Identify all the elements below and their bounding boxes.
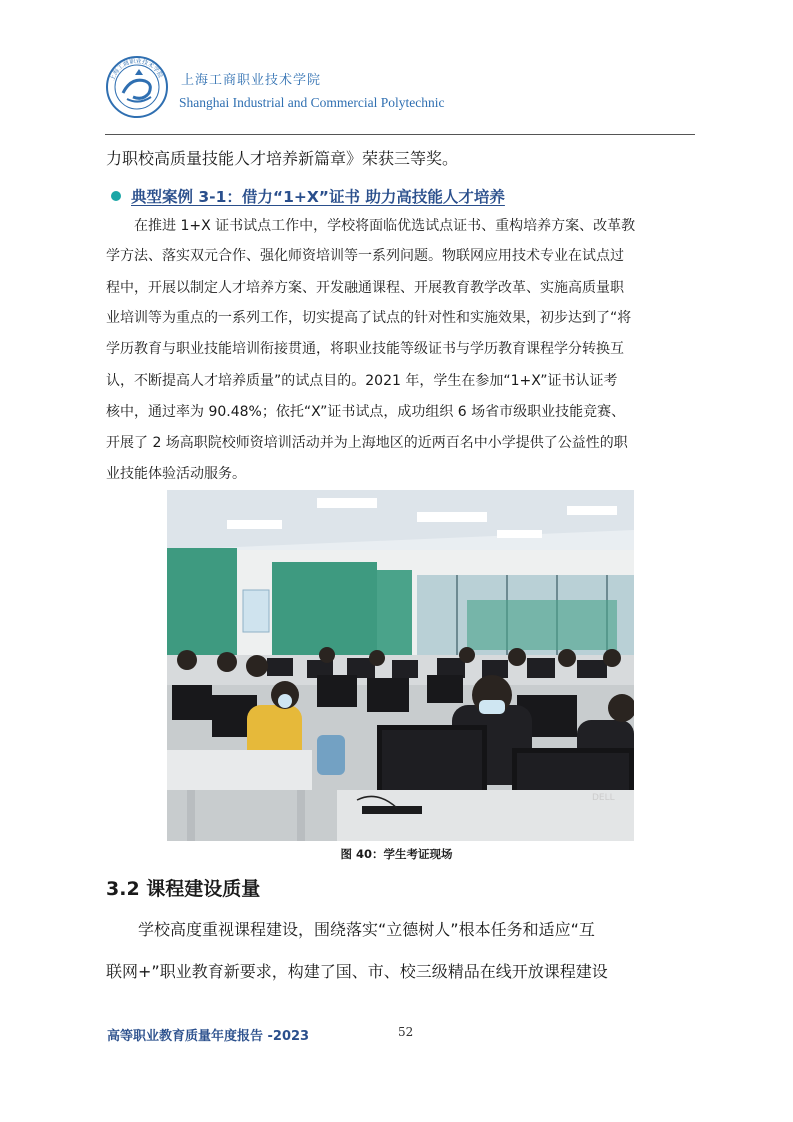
paragraph-line: 业技能体验活动服务。 xyxy=(106,466,246,482)
paragraph-line: 开展了 2 场高职院校师资培训活动并为上海地区的近两百名中小学提供了公益性的职 xyxy=(106,435,628,451)
section-title: 3.2 课程建设质量 xyxy=(106,878,261,900)
school-name-en: Shanghai Industrial and Commercial Polytechnic xyxy=(179,95,445,110)
paragraph-line: 学历教育与职业技能培训衔接贯通，将职业技能等级证书与学历教育课程学分转换互 xyxy=(106,341,624,357)
school-name-cn: 上海工商职业技术学院 xyxy=(181,73,322,88)
paragraph-line: 学校高度重视课程建设，围绕落实“立德树人”根本任务和适应“互 xyxy=(106,920,595,939)
paragraph-line: 联网+”职业教育新要求，构建了国、市、校三级精品在线开放课程建设 xyxy=(106,962,608,981)
paragraph-line: 学方法、落实双元合作、强化师资培训等一系列问题。物联网应用技术专业在试点过 xyxy=(106,248,624,264)
paragraph-line: 在推进 1+X 证书试点工作中，学校将面临优选试点证书、重构培养方案、改革教 xyxy=(106,218,636,234)
paragraph-line: 程中，开展以制定人才培养方案、开发融通课程、开展教育教学改革、实施高质量职 xyxy=(106,280,624,296)
page-header xyxy=(105,55,695,135)
students-taking-exam-photo xyxy=(167,490,634,841)
footer-report-title: 高等职业教育质量年度报告 -2023 xyxy=(107,1029,310,1044)
case-heading xyxy=(111,185,505,207)
continuation-text: 力职校高质量技能人才培养新篇章》荣获三等奖。 xyxy=(106,149,459,168)
logo-text: 上海工商职业技术学院 xyxy=(108,57,164,82)
paragraph-line: 核中，通过率为 90.48%；依托“X”证书试点，成功组织 6 场省市级职业技能竞赛、 xyxy=(106,404,626,420)
paragraph-line: 认，不断提高人才培养质量”的试点目的。2021 年，学生在参加“1+X”证书认证考 xyxy=(106,373,618,389)
case-title: 典型案例 3-1：借力“1+X”证书 助力高技能人才培养 xyxy=(131,188,505,206)
header-divider xyxy=(105,134,695,135)
paragraph-line: 业培训等为重点的一系列工作，切实提高了试点的针对性和实施效果，初步达到了“将 xyxy=(106,310,632,326)
page-number: 52 xyxy=(398,1025,414,1039)
bullet-icon xyxy=(111,191,121,201)
figure-caption: 图 40：学生考证现场 xyxy=(340,847,453,861)
school-emblem-icon xyxy=(105,55,169,119)
monitor-brand-label: DELL xyxy=(592,793,615,803)
